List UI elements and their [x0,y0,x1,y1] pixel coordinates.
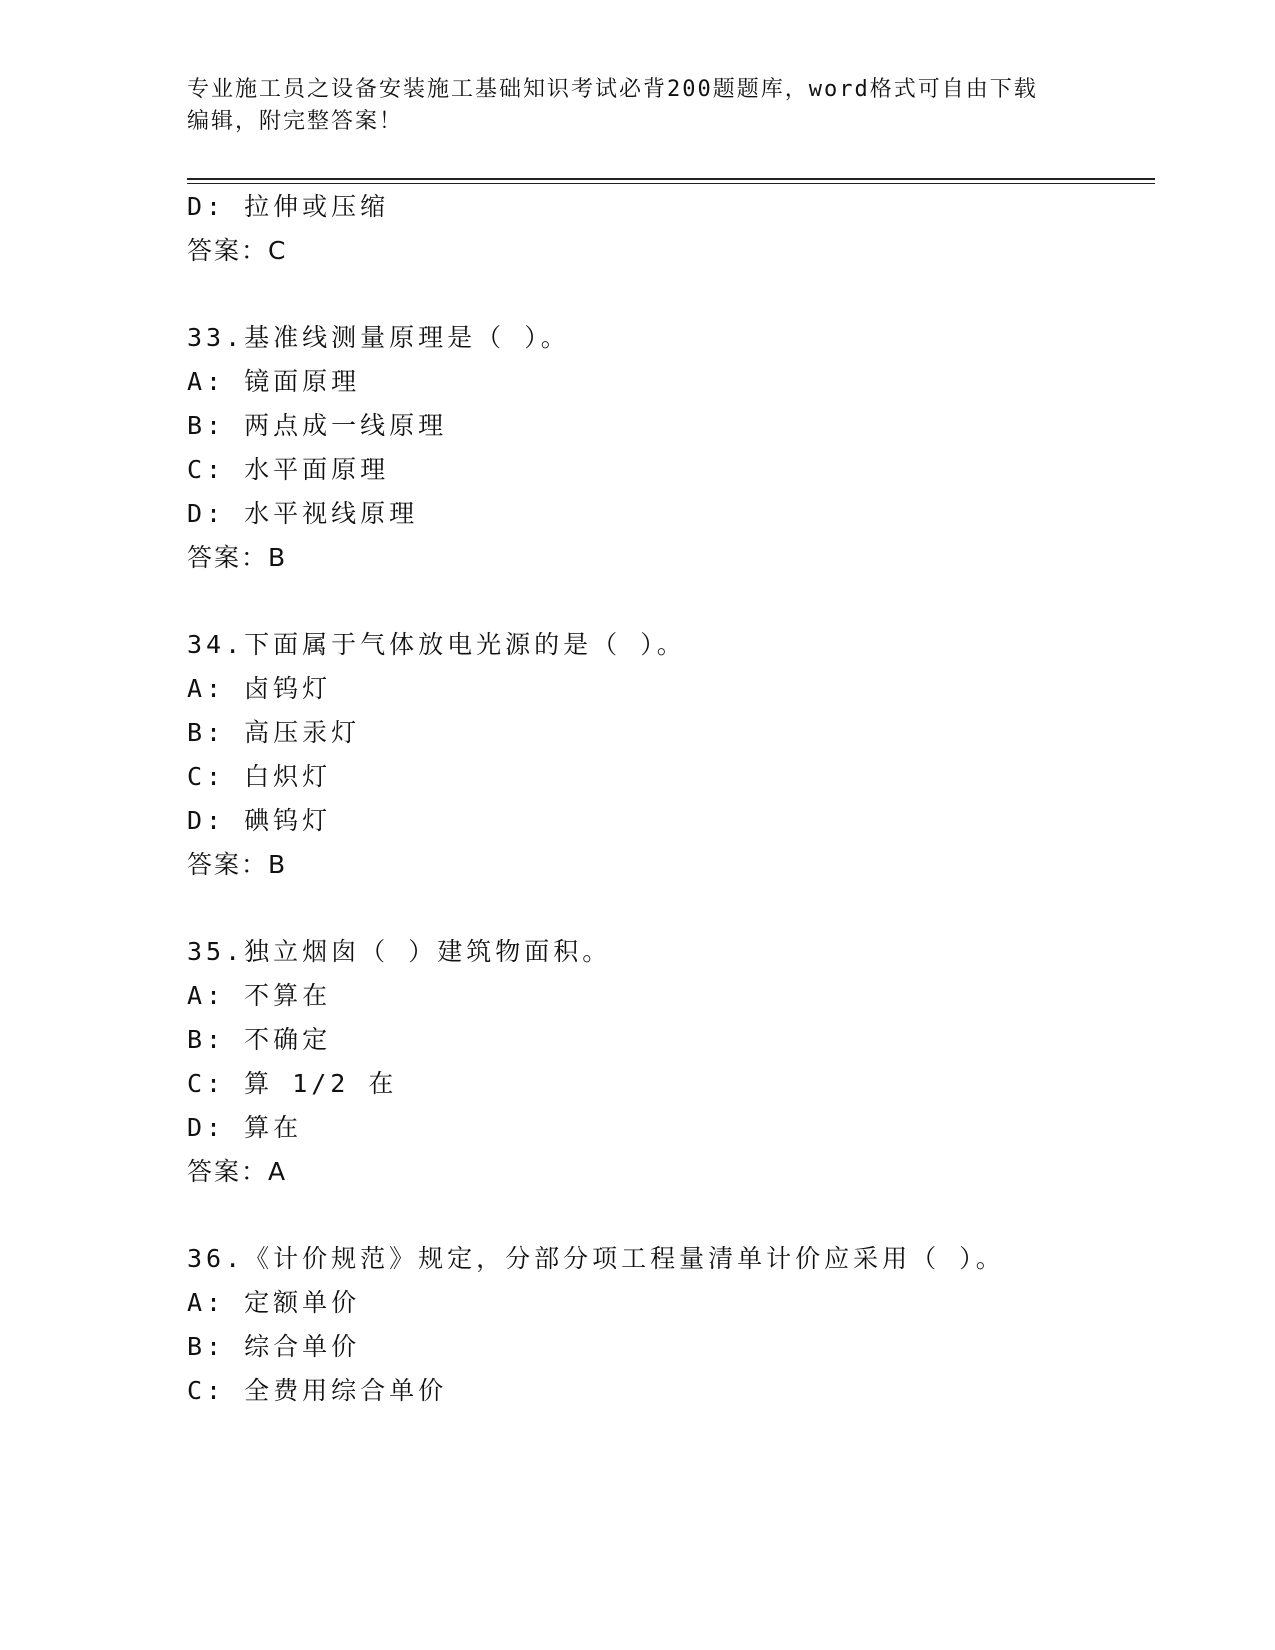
question-33-option-b: B: 两点成一线原理 [187,411,448,440]
question-34-stem: 34.下面属于气体放电光源的是（ ）。 [187,630,686,659]
question-34-option-c: C: 白炽灯 [187,762,332,791]
question-36-option-c: C: 全费用综合单价 [187,1376,448,1405]
question-35-option-a: A: 不算在 [187,981,332,1010]
header-divider-thin [187,183,1155,184]
header-line-2: 编辑，附完整答案！ [187,109,404,134]
question-35-option-c: C: 算 1/2 在 [187,1069,398,1098]
question-34-option-a: A: 卤钨灯 [187,674,332,703]
question-35-option-d: D: 算在 [187,1113,303,1142]
header-divider-thick [187,178,1155,180]
question-36-option-a: A: 定额单价 [187,1288,361,1317]
question-36-stem: 36.《计价规范》规定，分部分项工程量清单计价应采用（ ）。 [187,1244,1005,1273]
answer-line: 答案：C [187,236,288,265]
question-33-stem: 33.基准线测量原理是（ ）。 [187,323,570,352]
document-header [187,74,1087,138]
question-35-stem: 35.独立烟囱（ ）建筑物面积。 [187,937,612,966]
question-33-option-a: A: 镜面原理 [187,367,361,396]
question-33-option-d: D: 水平视线原理 [187,499,419,528]
question-34-option-d: D: 碘钨灯 [187,806,332,835]
question-34-answer: 答案：B [187,850,288,879]
question-33-option-c: C: 水平面原理 [187,455,390,484]
question-33-answer: 答案：B [187,543,288,572]
header-line-1: 专业施工员之设备安装施工基础知识考试必背200题题库，word格式可自由下载 [187,77,1038,102]
question-35-option-b: B: 不确定 [187,1025,332,1054]
question-36-option-b: B: 综合单价 [187,1332,361,1361]
option-d: D: 拉伸或压缩 [187,192,390,221]
question-34-option-b: B: 高压汞灯 [187,718,361,747]
question-35-answer: 答案：A [187,1157,288,1186]
